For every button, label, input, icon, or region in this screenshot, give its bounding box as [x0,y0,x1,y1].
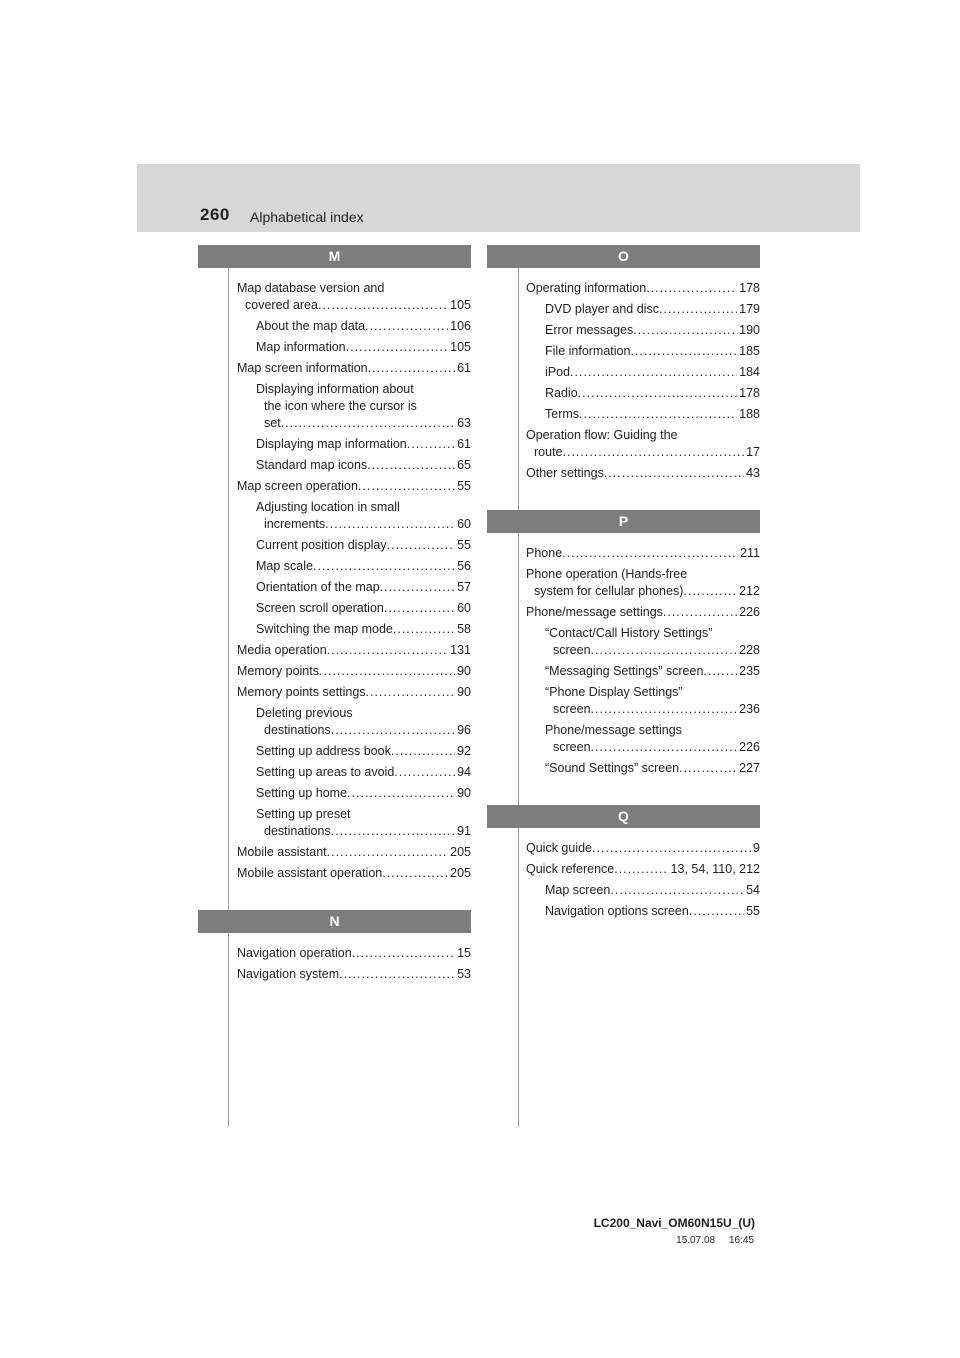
section-header-m: M [198,245,471,268]
entry-text: DVD player and disc [545,302,659,316]
dot-leader [318,297,448,314]
entry-text: “Phone Display Settings” [545,685,683,699]
page-reference: 105 [450,298,471,312]
dot-leader [563,444,745,461]
page-reference: 188 [739,407,760,421]
page-title: Alphabetical index [250,209,364,225]
entry-text: Displaying information about [256,382,414,396]
page-reference: 94 [457,765,471,779]
entry-text: set [264,416,281,430]
entry-text: iPod [545,365,571,379]
dot-leader [393,621,455,638]
entry-text: Screen scroll operation [256,601,384,615]
dot-leader [327,844,449,861]
index-subentry [198,741,471,762]
page-reference: 17 [746,445,760,459]
page-reference: 226 [739,740,760,754]
section-header-p: P [487,510,760,533]
page-reference: 57 [457,580,471,594]
entry-text: Phone/message settings [526,605,663,619]
page-reference: 226 [739,605,760,619]
index-entry [198,476,471,497]
entry-text: Mobile assistant operation [237,866,383,880]
page-reference: 190 [739,323,760,337]
page-reference: 43 [746,466,760,480]
entry-text: the icon where the cursor is [264,399,417,413]
entry-text: Current position display [256,538,387,552]
dot-leader [578,385,737,402]
dot-leader [604,465,744,482]
dot-leader [591,701,738,718]
entry-text: Media operation [237,643,327,657]
dot-leader [591,642,738,659]
entry-text: Map information [256,340,346,354]
index-entry [198,842,471,863]
index-subentry [198,703,471,741]
page-reference: 106 [450,319,471,333]
index-subentry [198,598,471,619]
entry-text: Displaying map information [256,437,407,451]
index-entry [487,838,760,859]
dot-leader [366,684,456,701]
page-reference: 63 [457,416,471,430]
page-reference: 60 [457,601,471,615]
index-subentry [487,720,760,758]
print-timestamp: 15.07.08 16:45 [676,1235,754,1246]
index-subentry [487,362,760,383]
index-subentry [198,497,471,535]
index-entry [198,640,471,661]
entry-text: Navigation system [237,967,340,981]
page-reference: 65 [457,458,471,472]
dot-leader [380,579,455,596]
entry-text: “Messaging Settings” screen [545,664,704,678]
page-reference: 90 [457,685,471,699]
index-subentry [198,379,471,434]
page-reference: 54 [746,883,760,897]
index-subentry [487,901,760,922]
page-reference: 205 [450,845,471,859]
entry-text: Switching the map mode [256,622,393,636]
section-gap [198,884,471,910]
section-header-o: O [487,245,760,268]
page-reference: 60 [457,517,471,531]
entry-text: Deleting previous [256,706,353,720]
dot-leader [630,343,737,360]
page-reference: 55 [746,904,760,918]
dot-leader [319,663,455,680]
index-entry [198,863,471,884]
entry-text: “Sound Settings” screen [545,761,680,775]
index-subentry [487,383,760,404]
entry-text: Setting up areas to avoid [256,765,395,779]
dot-leader [407,436,455,453]
dot-leader [346,339,449,356]
entry-text: Memory points settings [237,685,366,699]
index-entry [198,682,471,703]
page-reference: 178 [739,386,760,400]
page-reference: 90 [457,786,471,800]
entry-text: Phone [526,546,563,560]
page-reference: 13, 54, 110, 212 [670,862,760,876]
dot-leader [689,903,744,920]
entry-text: About the map data [256,319,366,333]
entry-text: Memory points [237,664,319,678]
index-subentry [487,661,760,682]
page-reference: 227 [739,761,760,775]
dot-leader [679,760,737,777]
dot-leader [562,545,738,562]
page-reference: 91 [457,824,471,838]
entry-text: Navigation operation [237,946,352,960]
entry-text: covered area [245,298,318,312]
section-gap [487,484,760,510]
page-reference: 96 [457,723,471,737]
index-subentry [487,341,760,362]
dot-leader [570,364,737,381]
entry-text: route [534,445,563,459]
entry-text: Map scale [256,559,313,573]
entry-text: destinations [264,723,331,737]
index-entry [487,602,760,623]
dot-leader [281,415,455,432]
index-entry [198,964,471,985]
index-entry [198,943,471,964]
entry-text: Standard map icons [256,458,368,472]
dot-leader [614,861,668,878]
index-subentry [198,434,471,455]
page-reference: 105 [450,340,471,354]
dot-leader [646,280,737,297]
dot-leader [368,360,455,377]
index-subentry [487,320,760,341]
index-entry [198,278,471,316]
entry-text: Phone operation (Hands-free [526,567,688,581]
dot-leader [394,764,455,781]
index-column-left [198,245,471,985]
entry-text: Operating information [526,281,647,295]
dot-leader [347,785,455,802]
dot-leader [339,966,455,983]
entry-text: Navigation options screen [545,904,689,918]
entry-text: Map screen operation [237,479,358,493]
page-reference: 55 [457,479,471,493]
entry-text: system for cellular phones) [534,584,684,598]
page-reference: 92 [457,744,471,758]
entry-text: Error messages [545,323,634,337]
page-reference: 211 [740,546,760,560]
index-subentry [198,762,471,783]
entry-text: Map screen information [237,361,368,375]
dot-leader [331,722,455,739]
page-reference: 185 [739,344,760,358]
dot-leader [387,537,455,554]
entry-text: screen [553,643,591,657]
dot-leader [384,600,455,617]
index-subentry [487,404,760,425]
index-entry [487,463,760,484]
page-number: 260 [200,205,230,224]
dot-leader [633,322,737,339]
entry-text: Setting up address book [256,744,391,758]
index-entry [487,278,760,299]
index-entry [198,358,471,379]
entry-text: Adjusting location in small [256,500,400,514]
page-reference: 61 [457,437,471,451]
page-reference: 56 [457,559,471,573]
dot-leader [325,516,455,533]
dot-leader [579,406,737,423]
index-subentry [487,299,760,320]
entry-text: Quick reference [526,862,615,876]
index-subentry [198,337,471,358]
page-reference: 58 [457,622,471,636]
page-reference: 184 [739,365,760,379]
index-subentry [198,577,471,598]
dot-leader [327,642,448,659]
index-column-right [487,245,760,922]
index-subentry [198,556,471,577]
index-subentry [198,316,471,337]
index-entry [487,543,760,564]
dot-leader [591,739,738,756]
entry-text: File information [545,344,631,358]
dot-leader [592,840,751,857]
page-reference: 61 [457,361,471,375]
dot-leader [391,743,455,760]
page-reference: 179 [739,302,760,316]
index-subentry [487,623,760,661]
index-subentry [487,880,760,901]
page-reference: 15 [457,946,471,960]
entry-text: screen [553,702,591,716]
entry-text: Setting up home [256,786,348,800]
index-subentry [198,783,471,804]
entry-text: Quick guide [526,841,593,855]
index-entry [198,661,471,682]
page-reference: 53 [457,967,471,981]
document-code: LC200_Navi_OM60N15U_(U) [593,1216,755,1230]
index-subentry [198,455,471,476]
entry-text: “Contact/Call History Settings” [545,626,713,640]
page-reference: 9 [753,841,760,855]
dot-leader [352,945,455,962]
entry-list [198,943,471,985]
index-entry [487,859,760,880]
page-reference: 228 [739,643,760,657]
dot-leader [382,865,448,882]
entry-text: increments [264,517,326,531]
entry-text: Setting up preset [256,807,351,821]
dot-leader [367,457,455,474]
dot-leader [610,882,744,899]
page-reference: 205 [450,866,471,880]
section-gap [487,779,760,805]
index-subentry [198,804,471,842]
entry-text: Terms [545,407,580,421]
entry-list [198,278,471,884]
entry-text: Map screen [545,883,611,897]
dot-leader [683,583,737,600]
dot-leader [365,318,448,335]
index-subentry [198,535,471,556]
entry-text: Mobile assistant [237,845,327,859]
dot-leader [703,663,737,680]
page-reference: 55 [457,538,471,552]
section-header-n: N [198,910,471,933]
entry-text: Map database version and [237,281,385,295]
entry-text: Orientation of the map [256,580,380,594]
section-header-q: Q [487,805,760,828]
entry-list [487,838,760,922]
page-reference: 236 [739,702,760,716]
entry-list [487,543,760,779]
entry-text: Operation flow: Guiding the [526,428,678,442]
entry-list [487,278,760,484]
dot-leader [663,604,737,621]
entry-text: Radio [545,386,578,400]
entry-text: Phone/message settings [545,723,682,737]
index-subentry [487,758,760,779]
index-subentry [487,682,760,720]
header-band [137,164,860,232]
dot-leader [313,558,455,575]
index-subentry [198,619,471,640]
index-entry [487,564,760,602]
page-reference: 90 [457,664,471,678]
entry-text: screen [553,740,591,754]
entry-text: Other settings [526,466,604,480]
page-reference: 212 [739,584,760,598]
dot-leader [659,301,737,318]
page-reference: 131 [450,643,471,657]
index-entry [487,425,760,463]
page-reference: 235 [739,664,760,678]
dot-leader [331,823,455,840]
entry-text: destinations [264,824,331,838]
page-reference: 178 [739,281,760,295]
dot-leader [358,478,455,495]
